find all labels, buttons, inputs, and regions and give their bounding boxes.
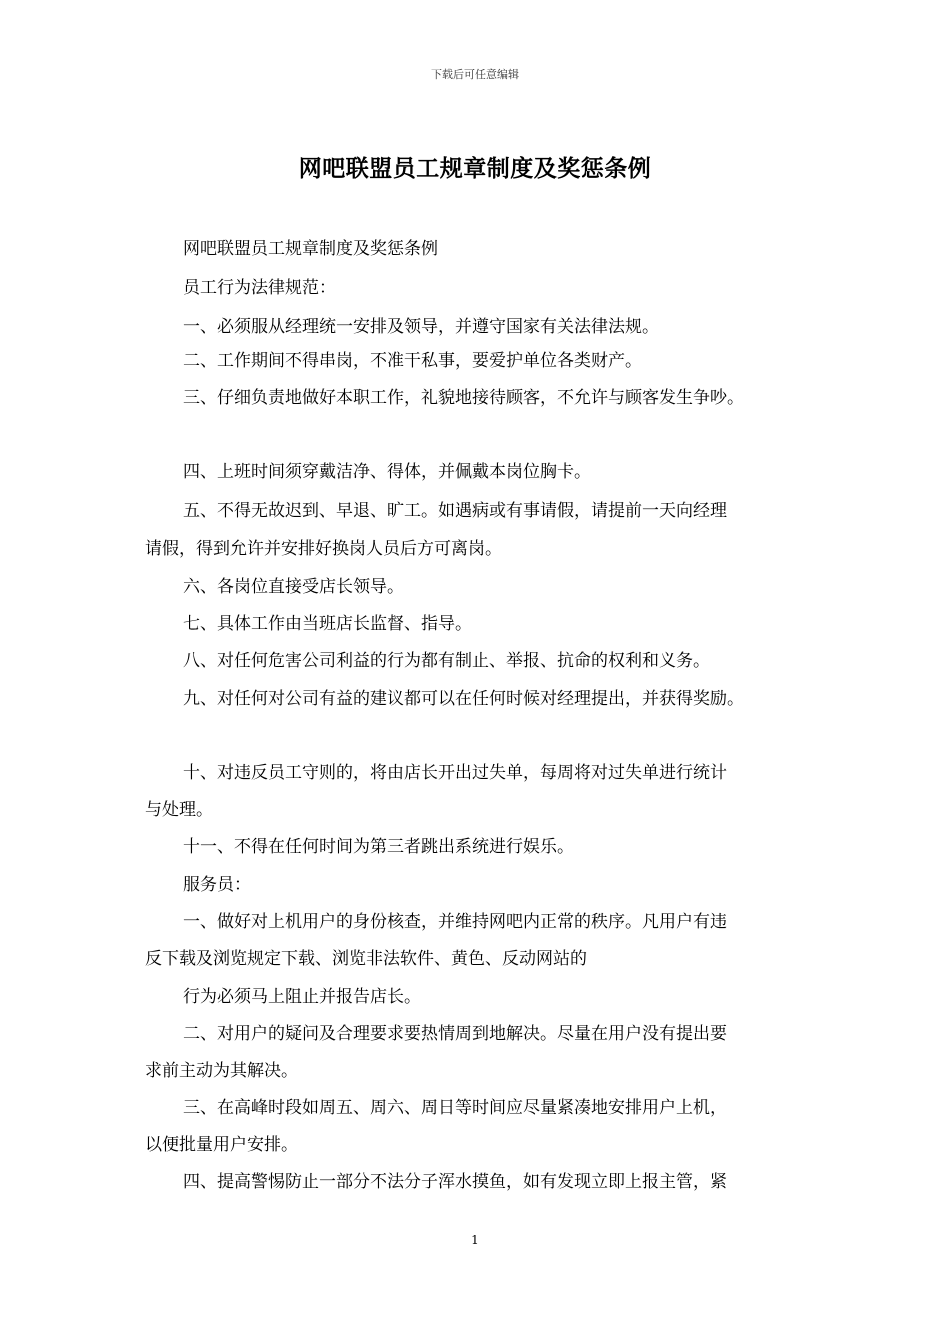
header-note: 下载后可任意编辑 <box>431 68 519 81</box>
paragraph-line: 七、具体工作由当班店长监督、指导。 <box>183 614 472 634</box>
paragraph-line: 二、对用户的疑问及合理要求要热情周到地解决。尽量在用户没有提出要 <box>183 1024 727 1044</box>
paragraph-line: 网吧联盟员工规章制度及奖惩条例 <box>183 239 438 259</box>
paragraph-line: 求前主动为其解决。 <box>145 1061 298 1081</box>
paragraph-line: 三、仔细负责地做好本职工作，礼貌地接待顾客，不允许与顾客发生争吵。 <box>183 388 744 408</box>
paragraph-line: 反下载及浏览规定下载、浏览非法软件、黄色、反动网站的 <box>145 949 587 969</box>
paragraph-line: 二、工作期间不得串岗，不准干私事，要爱护单位各类财产。 <box>183 351 642 371</box>
paragraph-line: 员工行为法律规范： <box>183 278 336 298</box>
paragraph-line: 九、对任何对公司有益的建议都可以在任何时候对经理提出，并获得奖励。 <box>183 689 744 709</box>
paragraph-line: 八、对任何危害公司利益的行为都有制止、举报、抗命的权利和义务。 <box>183 651 710 671</box>
paragraph-line: 一、必须服从经理统一安排及领导，并遵守国家有关法律法规。 <box>183 317 659 337</box>
page-number: 1 <box>471 1233 479 1247</box>
paragraph-line: 服务员： <box>183 875 251 895</box>
paragraph-line: 十、对违反员工守则的，将由店长开出过失单，每周将对过失单进行统计 <box>183 763 727 783</box>
paragraph-line: 行为必须马上阻止并报告店长。 <box>183 987 421 1007</box>
paragraph-line: 六、各岗位直接受店长领导。 <box>183 577 404 597</box>
paragraph-line: 请假，得到允许并安排好换岗人员后方可离岗。 <box>145 539 502 559</box>
paragraph-line: 与处理。 <box>145 800 213 820</box>
paragraph-line: 以便批量用户安排。 <box>145 1135 298 1155</box>
paragraph-line: 五、不得无故迟到、早退、旷工。如遇病或有事请假，请提前一天向经理 <box>183 501 727 521</box>
paragraph-line: 十一、不得在任何时间为第三者跳出系统进行娱乐。 <box>183 837 574 857</box>
document-title: 网吧联盟员工规章制度及奖惩条例 <box>298 155 652 182</box>
paragraph-line: 四、提高警惕防止一部分不法分子浑水摸鱼，如有发现立即上报主管，紧 <box>183 1172 727 1192</box>
paragraph-line: 四、上班时间须穿戴洁净、得体，并佩戴本岗位胸卡。 <box>183 462 591 482</box>
paragraph-line: 一、做好对上机用户的身份核查，并维持网吧内正常的秩序。凡用户有违 <box>183 912 727 932</box>
paragraph-line: 三、在高峰时段如周五、周六、周日等时间应尽量紧凑地安排用户上机， <box>183 1098 727 1118</box>
